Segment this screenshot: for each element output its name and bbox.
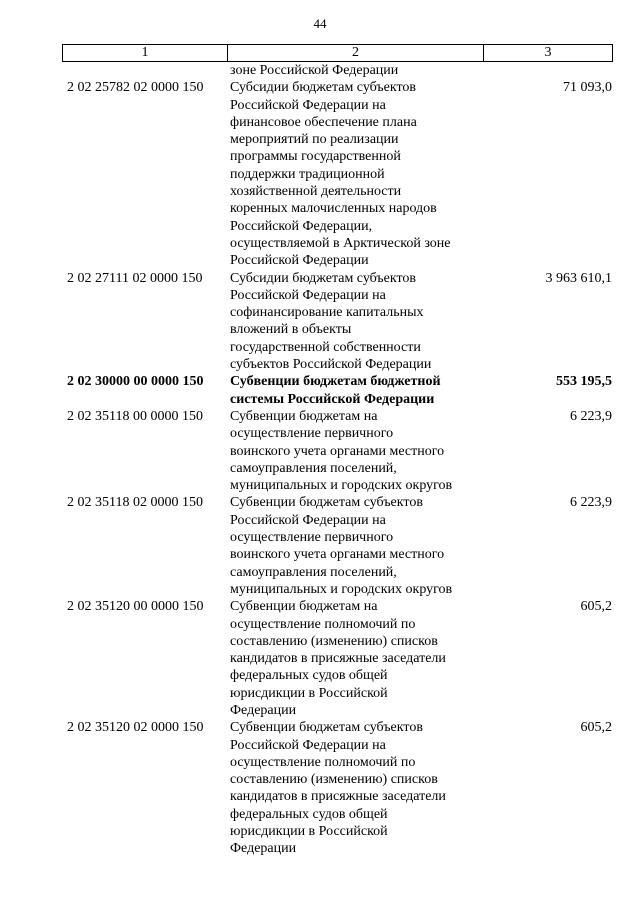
header-col-amount: 3	[544, 45, 552, 60]
revenue-name-line: системы Российской Федерации	[230, 391, 435, 407]
revenue-name-line: программы государственной	[230, 149, 401, 165]
revenue-name-line: Субсидии бюджетам субъектов	[230, 80, 417, 96]
table-header	[62, 44, 613, 62]
revenue-name-line: воинского учета органами местного	[230, 547, 445, 563]
revenue-name	[230, 494, 480, 598]
table-body	[62, 62, 613, 858]
revenue-name-line: федеральных судов общей	[230, 668, 388, 684]
table-row	[62, 62, 613, 79]
revenue-name-line: Российской Федерации на	[230, 287, 386, 303]
classification-code: 2 02 35120 02 0000 150	[67, 720, 204, 736]
revenue-name-line: юрисдикции в Российской	[230, 824, 388, 840]
revenue-name-line: составлению (изменению) списков	[230, 633, 438, 649]
classification-code: 2 02 35118 00 0000 150	[67, 408, 203, 424]
table-row	[62, 79, 613, 269]
revenue-name-line: составлению (изменению) списков	[230, 772, 438, 788]
revenue-name	[230, 408, 480, 494]
revenue-name-line: субъектов Российской Федерации	[230, 357, 432, 373]
revenue-name-line: осуществление полномочий по	[230, 754, 416, 770]
revenue-name-line: Российской Федерации	[230, 253, 369, 269]
revenue-name-line: Субвенции бюджетам субъектов	[230, 495, 423, 511]
revenue-name-line: муниципальных и городских округов	[230, 478, 453, 494]
table-row	[62, 719, 613, 857]
revenue-name-line: Субвенции бюджетам на	[230, 408, 378, 424]
classification-code: 2 02 25782 02 0000 150	[67, 80, 204, 96]
classification-code: 2 02 27111 02 0000 150	[67, 270, 203, 286]
revenue-name-line: юрисдикции в Российской	[230, 685, 388, 701]
revenue-name	[230, 79, 480, 269]
table-row	[62, 270, 613, 374]
revenue-name-line: софинансирование капитальных	[230, 305, 424, 321]
revenue-name	[230, 598, 480, 719]
revenue-name-line: коренных малочисленных народов	[230, 201, 437, 217]
header-col-code: 1	[63, 45, 228, 61]
revenue-name-line: Российской Федерации на	[230, 97, 386, 113]
amount-value: 605,2	[580, 599, 612, 615]
revenue-name-line: кандидатов в присяжные заседатели	[230, 651, 446, 667]
amount-value: 6 223,9	[570, 495, 612, 511]
revenue-name-line: хозяйственной деятельности	[230, 184, 402, 200]
revenue-name-line: Субсидии бюджетам субъектов	[230, 270, 417, 286]
revenue-name-line: Российской Федерации,	[230, 218, 373, 234]
classification-code: 2 02 35120 00 0000 150	[67, 599, 204, 615]
classification-code: 2 02 35118 02 0000 150	[67, 495, 203, 511]
page-number: 44	[313, 16, 327, 31]
revenue-name-line: самоуправления поселений,	[230, 564, 397, 580]
revenue-name-line: Федерации	[230, 841, 297, 857]
revenue-name-line: Субвенции бюджетам бюджетной	[230, 374, 441, 390]
revenue-name-line: самоуправления поселений,	[230, 460, 397, 476]
revenue-name-line: Федерации	[230, 702, 297, 718]
revenue-name-line: федеральных судов общей	[230, 806, 388, 822]
revenue-name-line: осуществление первичного	[230, 426, 394, 442]
revenue-name-line: государственной собственности	[230, 339, 421, 355]
revenue-name-line: мероприятий по реализации	[230, 132, 399, 148]
revenue-name-line: осуществление первичного	[230, 530, 394, 546]
revenue-name-line: финансовое обеспечение плана	[230, 114, 417, 130]
amount-value: 6 223,9	[570, 408, 612, 424]
revenue-name-line: зоне Российской Федерации	[230, 63, 399, 78]
revenue-name-line: воинского учета органами местного	[230, 443, 445, 459]
amount-value	[480, 62, 613, 79]
revenue-name	[230, 719, 480, 857]
revenue-name-line: муниципальных и городских округов	[230, 581, 453, 597]
table-row	[62, 408, 613, 494]
revenue-name	[230, 62, 480, 79]
revenue-name-line: Субвенции бюджетам на	[230, 599, 378, 615]
amount-value: 553 195,5	[556, 374, 612, 390]
table-row	[62, 494, 613, 598]
classification-code: 2 02 30000 00 0000 150	[67, 374, 204, 390]
table-row	[62, 373, 613, 408]
amount-value: 3 963 610,1	[545, 270, 612, 286]
revenue-name-line: вложений в объекты	[230, 322, 352, 338]
revenue-name	[230, 373, 480, 408]
revenue-name-line: Российской Федерации на	[230, 737, 386, 753]
header-col-name: 2	[228, 45, 484, 61]
revenue-name-line: поддержки традиционной	[230, 166, 385, 182]
revenue-name-line: осуществляемой в Арктической зоне	[230, 235, 451, 251]
revenue-name-line: Российской Федерации на	[230, 512, 386, 528]
revenue-name-line: Субвенции бюджетам субъектов	[230, 720, 423, 736]
revenue-name-line: осуществление полномочий по	[230, 616, 416, 632]
table-row	[62, 598, 613, 719]
revenue-name	[230, 270, 480, 374]
amount-value: 71 093,0	[563, 80, 612, 96]
revenue-name-line: кандидатов в присяжные заседатели	[230, 789, 446, 805]
amount-value: 605,2	[580, 720, 612, 736]
classification-code	[62, 62, 230, 79]
